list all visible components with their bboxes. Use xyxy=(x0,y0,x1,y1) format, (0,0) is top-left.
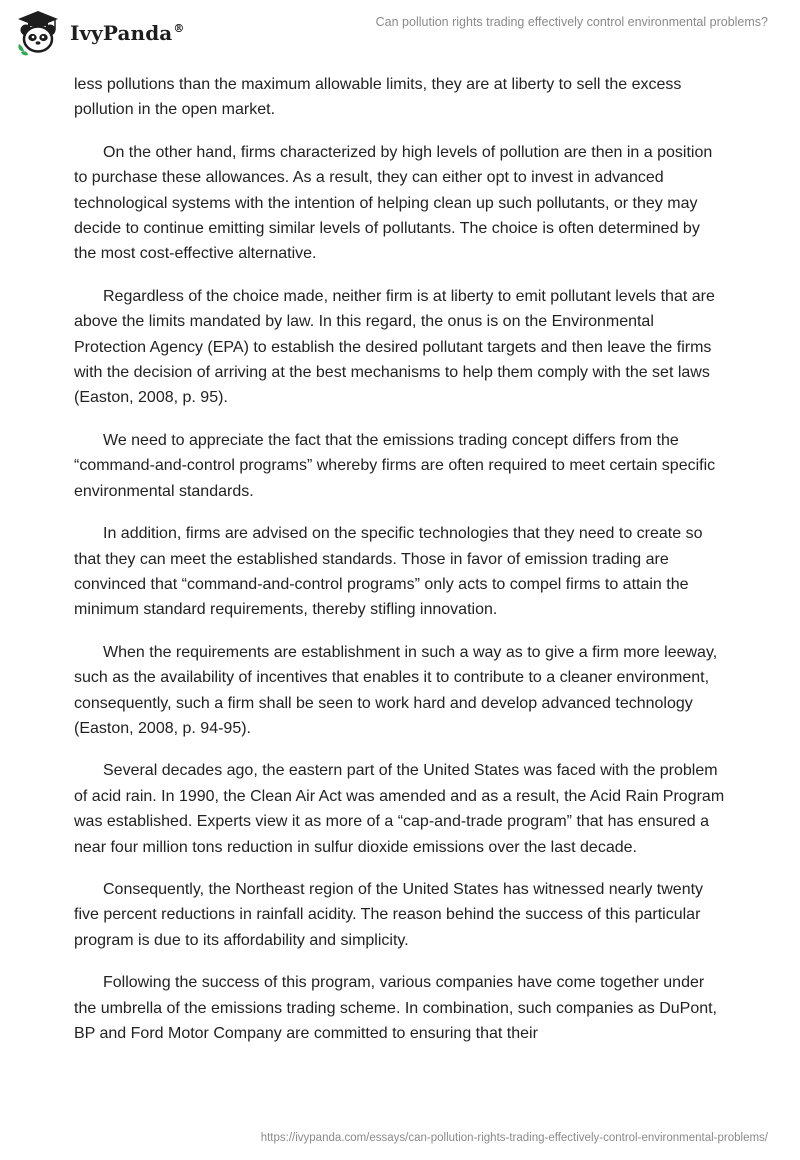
paragraph: Consequently, the Northeast region of the United States has witnessed nearly twenty five percent reductions in rainfall acidity. The reason behind the success of this particular program is due to its affordability and simplicity. xyxy=(74,880,704,949)
paragraph: Several decades ago, the eastern part of the United States was faced with the problem of acid rain. In 1990, the Clean Air Act was amended and as a result, the Acid Rain Program was established. Experts view it as more of a “cap-and-trade program” that has ensured a near four million tons reduction in sulfur dioxide emissions over the last decade. xyxy=(74,762,725,856)
logo-wordmark xyxy=(70,21,184,45)
trademark-symbol: ® xyxy=(173,22,185,36)
paragraph: Following the success of this program, various companies have come together under the umbrella of the emissions trading scheme. In combination, such companies as DuPont, BP and Ford Motor Company are committed to ensuring that their xyxy=(74,974,717,1042)
paragraph: Regardless of the choice made, neither firm is at liberty to emit pollutant levels that are above the limits mandated by law. In this regard, the onus is on the Environmental Protection Agency (EPA) to establish the desired pollutant targets and then leave the firms with the decision of arriving at the best mechanisms to help them comply with the set laws (Easton, 2008, p. 95). xyxy=(74,287,715,407)
panda-graduate-icon xyxy=(14,8,62,56)
paragraph: In addition, firms are advised on the specific technologies that they need to create so that they can meet the established standards. Those in favor of emission trading are convinced that “command-and-control programs” only acts to compel firms to attain the minimum standard requirements, thereby stifling innovation. xyxy=(74,525,703,619)
logo-text: IvyPanda xyxy=(70,21,173,45)
source-url[interactable]: https://ivypanda.com/essays/can-pollution-rights-trading-effectively-control-environmental-problems/ xyxy=(260,1132,768,1144)
paragraph: We need to appreciate the fact that the emissions trading concept differs from the “command-and-control programs” whereby firms are often required to meet certain specific environmental standards. xyxy=(74,431,716,500)
paragraph: On the other hand, firms characterized by high levels of pollution are then in a position to purchase these allowances. As a result, they can either opt to invest in advanced technological systems with the intention of helping clean up such pollutants, or they may decide to continue emitting similar levels of pollutants. The choice is often determined by the most cost-effective alternative. xyxy=(74,143,713,263)
paragraph: less pollutions than the maximum allowable limits, they are at liberty to sell the excess pollution in the open market. xyxy=(74,76,682,119)
page-header xyxy=(0,0,800,64)
paragraph: When the requirements are establishment in such a way as to give a firm more leeway, such as the availability of incentives that enables it to contribute to a cleaner environment, consequently, such a firm shall be seen to work hard and develop advanced technology (Easton, 2008, p. 94-95). xyxy=(74,643,718,737)
essay-body xyxy=(74,72,726,1063)
ivypanda-logo[interactable] xyxy=(14,8,184,56)
document-title: Can pollution rights trading effectively control environmental problems? xyxy=(375,15,768,29)
